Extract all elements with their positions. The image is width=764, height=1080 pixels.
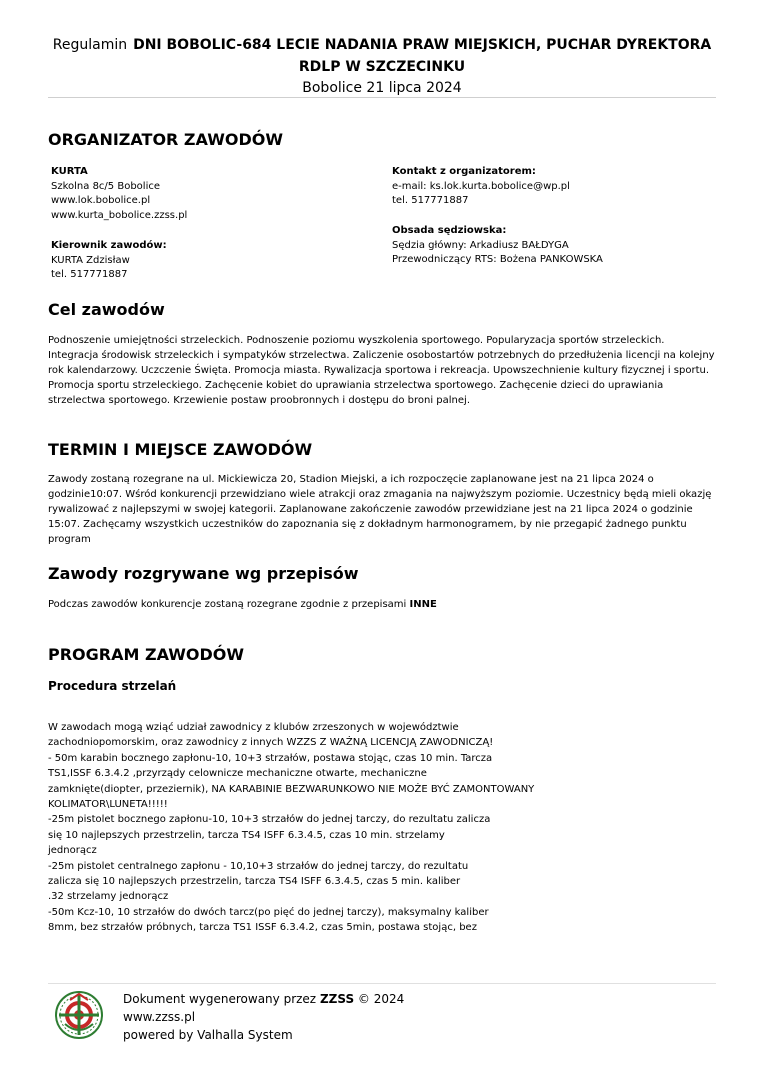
manager-phone: tel. 517771887 [51, 269, 128, 281]
footer-brand: ZZSS [319, 992, 355, 1006]
organizer-info [51, 165, 187, 224]
header-divider [48, 97, 716, 98]
footer-text [123, 990, 404, 1044]
rules-text [48, 597, 716, 612]
footer-copyright: © 2024 [357, 992, 405, 1006]
venue-heading: TERMIN I MIEJSCE ZAWODÓW [48, 440, 313, 459]
rules-heading: Zawody rozgrywane wg przepisów [48, 564, 359, 583]
document-date: Bobolice 21 lipca 2024 [302, 80, 462, 96]
procedure-text: W zawodach mogą wziąć udział zawodnicy z klubów zrzeszonych w województwie zachodniopomorskim, oraz zawodnicy z innych WZZS Z WAŻNĄ LICENCJĄ ZAWODNICZĄ! - 50m karabin bocznego zapłonu-10, 10+3 strzałów, postawa stojąc, czas 10 min. Tarcza TS1,ISSF 6.3.4.2 ,przyrządy celownicze mechaniczne otwarte, mechaniczne zamknięte(diopter, przeziernik), NA KARABINIE BEZWARUNKOWO NIE MOŻE BYĆ ZAMONTOWANY KOLIMATOR\LUNETA!!!!! -25m pistolet bocznego zapłonu-10, 10+3 strzałów do jednej tarczy, do rezultatu zalicza się 10 najlepszych przestrzelin, tarcza TS4 ISFF 6.3.4.5, czas 10 min. strzelamy jednorącz -25m pistolet centralnego zapłonu - 10,10+3 strzałów do jednej tarczy, do rezultatu zalicza się 10 najlepszych przestrzelin, tarcza TS4 ISFF 6.3.4.5, czas 5 min. kaliber .32 strzelamy jednorącz -50m Kcz-10, 10 strzałów do dwóch tarcz(po pięć do jednej tarczy), maksymalny kaliber 8mm, bez strzałów próbnych, tarcza TS1 ISSF 6.3.4.2, czas 5min, postawa stojąc, bez [48, 722, 535, 934]
zzss-emblem-icon [54, 990, 104, 1040]
contact-email: e-mail: ks.lok.kurta.bobolice@wp.pl [392, 180, 570, 192]
title-prefix: Regulamin [52, 37, 128, 53]
footer-generated-prefix: Dokument wygenerowany przez [123, 992, 317, 1006]
contact-info [392, 165, 570, 209]
footer-generated [123, 990, 404, 1008]
contact-phone: tel. 517771887 [392, 195, 469, 207]
manager-name: KURTA Zdzisław [51, 254, 130, 266]
chief-judge: Sędzia główny: Arkadiusz BAŁDYGA [392, 239, 569, 251]
footer-divider [48, 983, 716, 984]
rts-chair: Przewodniczący RTS: Bożena PANKOWSKA [392, 254, 603, 266]
title-event-name: DNI BOBOLIC-684 LECIE NADANIA PRAW MIEJSKICH, PUCHAR DYREKTORA RDLP W SZCZECINKU [133, 37, 712, 75]
zzss-emblem-graphic [54, 990, 104, 1040]
venue-text: Zawody zostaną rozegrane na ul. Mickiewicza 20, Stadion Miejski, a ich rozpoczęcie zaplanowane jest na 21 lipca 2024 o godzinie10:07. Wśród konkurencji przewidziano wiele atrakcji oraz zmagania na najwyższym poziomie. Uczestnicy będą mieli okazję rywalizować z najlepszymi w swojej kategorii. Zaplanowane zakończenie zawodów przewidziane jest na 21 lipca 2024 o godzinie 15:07. Zachęcamy wszystkich uczestników do zapoznania się z dokładnym harmonogramem, by nie przegapić żadnego punktu program [48, 474, 712, 545]
goal-heading: Cel zawodów [48, 300, 165, 319]
organizer-address: Szkolna 8c/5 Bobolice [51, 180, 160, 192]
program-heading: PROGRAM ZAWODÓW [48, 645, 245, 664]
document-title [48, 34, 716, 78]
footer-powered: powered by Valhalla System [123, 1028, 293, 1042]
goal-text: Podnoszenie umiejętności strzeleckich. Podnoszenie poziomu wyszkolenia sportowego. Popularyzacja sportów strzeleckich. Integracja środowisk strzeleckich i sympatyków strzelectwa. Zaliczenie osobostartów potrzebnych do przedłużenia licencji na kolejny rok kalendarzowy. Uczczenie Święta. Promocja miasta. Rywalizacja sportowa i rekreacja. Upowszechnienie kultury fizycznej i sportu. Promocja sportu strzeleckiego. Zachęcenie kobiet do uprawiania strzelectwa sportowego. Zachęcenie dzieci do uprawiania strzelectwa sportowego. Krzewienie postaw proobronnych i dostępu do broni palnej. [48, 335, 715, 406]
rules-sentence: Podczas zawodów konkurencje zostaną rozegrane zgodnie z przepisami [48, 599, 407, 610]
manager-label: Kierownik zawodów: [51, 240, 167, 251]
program-subheading: Procedura strzelań [48, 679, 177, 693]
organizer-website-1: www.lok.bobolice.pl [51, 195, 151, 207]
rules-name: INNE [409, 599, 437, 610]
footer-website[interactable]: www.zzss.pl [123, 1010, 196, 1024]
organizer-heading: ORGANIZATOR ZAWODÓW [48, 130, 283, 149]
judges-label: Obsada sędziowska: [392, 225, 507, 236]
manager-info [51, 239, 167, 283]
organizer-name: KURTA [51, 166, 88, 177]
document-header [48, 34, 716, 98]
contact-label: Kontakt z organizatorem: [392, 166, 536, 177]
organizer-website-2: www.kurta_bobolice.zzss.pl [51, 210, 188, 222]
judges-info [392, 224, 603, 268]
